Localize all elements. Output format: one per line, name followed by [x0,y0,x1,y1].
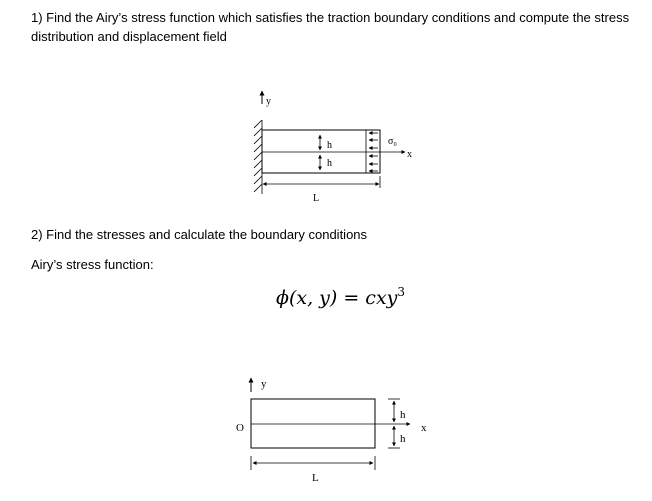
formula-exponent: 3 [397,285,406,299]
phi-symbol: ϕ [276,287,289,309]
airy-stress-formula [276,285,405,309]
fig2-h-bottom-label: h [400,433,406,445]
formula-body: (x, y) = cxy [288,287,398,309]
fig2-h-top-label: h [400,409,406,421]
fig1-x-axis-label: x [407,149,412,160]
figure-1-cantilever-diagram [240,88,430,210]
fig2-x-axis-label: x [421,422,427,434]
fig1-end-load [366,130,378,173]
fig1-h-top-label: h [327,140,332,151]
airy-function-label: Airy’s stress function: [31,257,154,272]
fig1-beam [262,130,380,173]
fig2-origin-label: O [236,422,244,434]
fig2-length-label: L [312,472,319,484]
fig2-strip [251,399,375,448]
fig1-load-label: σ₀ [388,136,397,147]
fig1-h-bottom-label: h [327,158,332,169]
question-2-text: 2) Find the stresses and calculate the boundary conditions [31,227,368,242]
fig2-y-axis-label: y [261,378,267,390]
question-1-text: 1) Find the Airy’s stress function which satisfies the traction boundary conditions and compute the stress distribution and displacement field [31,10,630,44]
figure-2-strip-diagram [228,372,448,487]
fig1-fixed-wall [254,120,262,194]
fig1-y-axis-label: y [266,96,271,107]
fig1-length-label: L [313,193,320,204]
